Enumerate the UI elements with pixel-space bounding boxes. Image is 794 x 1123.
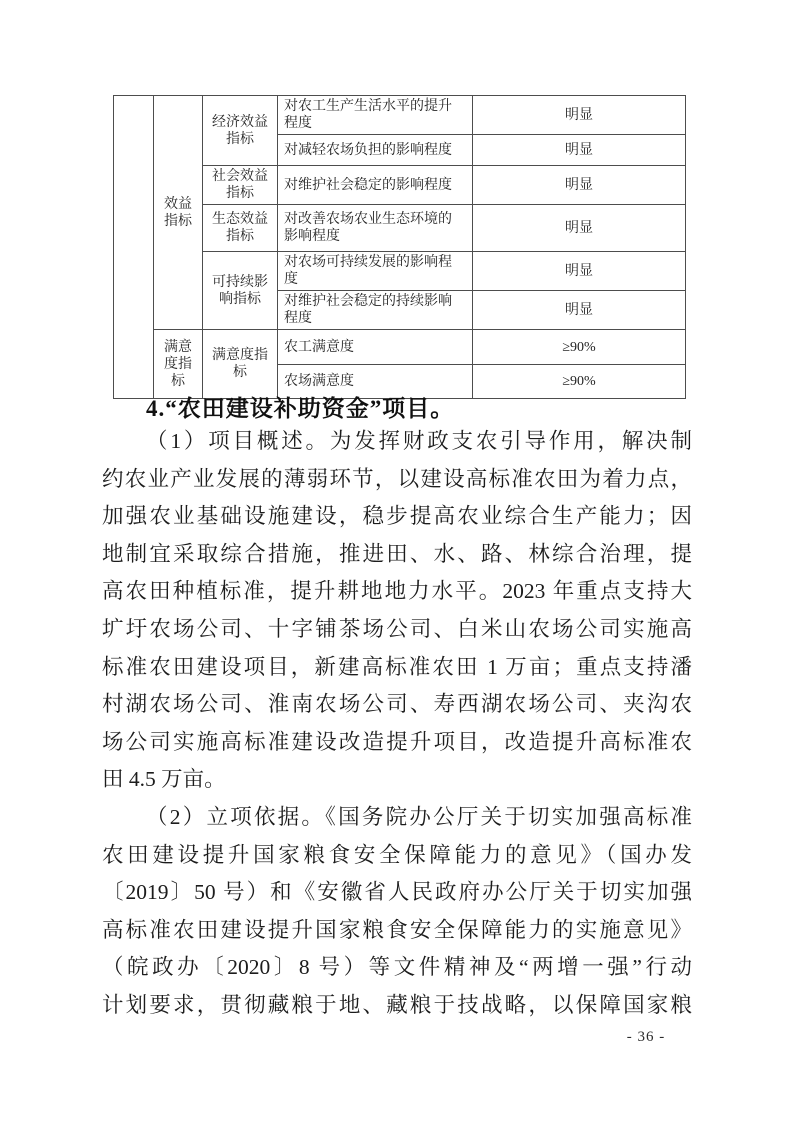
table-cell-sub-economic: 经济效益指标 [203, 96, 278, 166]
table-cell-sub-social: 社会效益指标 [203, 166, 278, 205]
paragraph-line: （皖政办〔2020〕8 号）等文件精神及“两增一强”行动 [102, 955, 692, 980]
table-row [114, 96, 686, 135]
table-cell-value: 明显 [473, 205, 686, 252]
paragraph-line: 圹圩农场公司、十字铺茶场公司、白米山农场公司实施高 [102, 616, 692, 641]
paragraph-line: 村湖农场公司、淮南农场公司、寿西湖农场公司、夹沟农 [102, 692, 692, 717]
paragraph-line: 高标准农田建设提升国家粮食安全保障能力的实施意见》 [102, 917, 692, 942]
indicator-table [113, 95, 686, 399]
paragraph-line: 农田建设提升国家粮食安全保障能力的意见》（国办发 [102, 842, 692, 867]
table-cell-category-satisfaction: 满意度指标 [154, 330, 203, 399]
table-cell-category-benefit: 效益指标 [154, 96, 203, 330]
paragraph-line: 标准农田建设项目，新建高标准农田 1 万亩；重点支持潘 [102, 654, 692, 679]
table-cell-indicator: 对农场可持续发展的影响程度 [278, 252, 473, 291]
paragraph-line: 高农田种植标准，提升耕地地力水平。2023 年重点支持大 [102, 579, 692, 604]
paragraph-project-overview [102, 423, 692, 799]
table-cell-sub-sustainable: 可持续影响指标 [203, 252, 278, 330]
paragraph-line: （2）立项依据。《国务院办公厅关于切实加强高标准 [146, 805, 692, 829]
table-cell-value: 明显 [473, 291, 686, 330]
table-cell-indicator: 对改善农场农业生态环境的影响程度 [278, 205, 473, 252]
page-number: - 36 - [626, 1029, 666, 1045]
paragraph-line: 加强农业基础设施建设，稳步提高农业综合生产能力；因 [102, 504, 692, 529]
table-row [114, 330, 686, 365]
paragraph-line: 〔2019〕50 号）和《安徽省人民政府办公厅关于切实加强 [102, 880, 692, 905]
paragraph-line: 田 4.5 万亩。 [102, 767, 226, 792]
table-cell-indicator: 农工满意度 [278, 330, 473, 365]
table-cell-value: 明显 [473, 96, 686, 135]
table-cell-indicator: 对维护社会稳定的影响程度 [278, 166, 473, 205]
table-cell-indicator: 农场满意度 [278, 365, 473, 399]
table-cell-sub-ecological: 生态效益指标 [203, 205, 278, 252]
table-cell-value: 明显 [473, 252, 686, 291]
paragraph-line: 约农业产业发展的薄弱环节，以建设高标准农田为着力点， [102, 466, 692, 491]
section-heading: 4.“农田建设补助资金”项目。 [146, 396, 455, 421]
table-cell-indicator: 对农工生产生活水平的提升程度 [278, 96, 473, 135]
paragraph-line: （1）项目概述。为发挥财政支农引导作用，解决制 [146, 429, 692, 453]
paragraph-line: 地制宜采取综合措施，推进田、水、路、林综合治理，提 [102, 541, 692, 566]
table-cell-sub-satisfaction: 满意度指标 [203, 330, 278, 399]
table-cell-value: ≥90% [473, 330, 686, 365]
paragraph-project-basis [102, 799, 692, 1025]
paragraph-line: 场公司实施高标准建设改造提升项目，改造提升高标准农 [102, 729, 692, 754]
paragraph-line: 计划要求，贯彻藏粮于地、藏粮于技战略，以保障国家粮 [102, 992, 692, 1017]
table-cell-indicator: 对维护社会稳定的持续影响程度 [278, 291, 473, 330]
table-cell-continued-blank [114, 96, 154, 399]
table-cell-value: 明显 [473, 135, 686, 166]
table-cell-value: ≥90% [473, 365, 686, 399]
table-cell-value: 明显 [473, 166, 686, 205]
table-cell-indicator: 对减轻农场负担的影响程度 [278, 135, 473, 166]
